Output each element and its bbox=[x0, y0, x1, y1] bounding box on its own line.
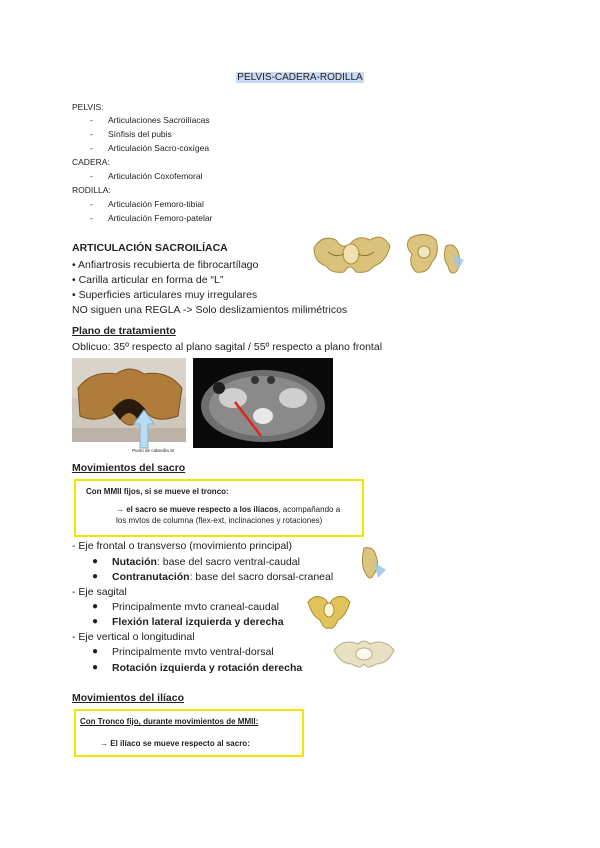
pelvis-label: PELVIS: bbox=[72, 102, 104, 112]
hip-bone-image bbox=[402, 228, 468, 280]
eje-vertical: - Eje vertical o longitudinal bbox=[72, 631, 195, 643]
sacro-heading: Movimientos del sacro bbox=[72, 462, 186, 474]
box-line: → El ilíaco se mueve respecto al sacro: bbox=[100, 739, 250, 748]
eje-frontal: - Eje frontal o transverso (movimiento principal) bbox=[72, 540, 292, 552]
box-line: → el sacro se mueve respecto a los ilíacos, acompañando a bbox=[116, 505, 341, 514]
plano-text: Oblicuo: 35º respecto al plano sagital / 55º respecto a plano frontal bbox=[72, 341, 383, 353]
box-line: Con Tronco fijo, durante movimientos de MMII: bbox=[80, 717, 259, 726]
image-caption: Punto de cabecilla SI bbox=[132, 448, 175, 453]
box-line: Con MMII fijos, si se mueve el tronco: bbox=[86, 487, 229, 496]
pelvis-front-image bbox=[306, 592, 352, 632]
pelvis-top-image bbox=[332, 634, 396, 672]
sacrum-photo bbox=[72, 358, 186, 442]
page-title: PELVIS-CADERA-RODILLA bbox=[237, 72, 363, 83]
plano-heading: Plano de tratamiento bbox=[72, 325, 176, 337]
sacroiliaca-point: • Anfiartrosis recubierta de fibrocartílago bbox=[72, 259, 259, 271]
sacroiliaca-note: NO siguen una REGLA -> Solo deslizamientos milimétricos bbox=[72, 304, 348, 316]
sacroiliaca-point: • Carilla articular en forma de “L” bbox=[72, 274, 224, 286]
pelvis-bone-image bbox=[310, 228, 392, 278]
sacroiliaca-point: • Superficies articulares muy irregulares bbox=[72, 289, 258, 301]
iliaco-info-box bbox=[74, 709, 304, 757]
sacrum-lateral-image bbox=[356, 544, 390, 584]
eje-sagital: - Eje sagital bbox=[72, 586, 127, 598]
sacro-info-box bbox=[74, 479, 364, 537]
iliaco-heading: Movimientos del ilíaco bbox=[72, 692, 185, 704]
box-line: los mvtos de columna (flex-ext, inclinaciones y rotaciones) bbox=[116, 516, 323, 525]
ct-scan-image bbox=[193, 358, 333, 448]
cadera-label: CADERA: bbox=[72, 157, 110, 167]
rodilla-label: RODILLA: bbox=[72, 185, 111, 195]
sacroiliaca-heading: ARTICULACIÓN SACROILÍACA bbox=[72, 242, 228, 254]
